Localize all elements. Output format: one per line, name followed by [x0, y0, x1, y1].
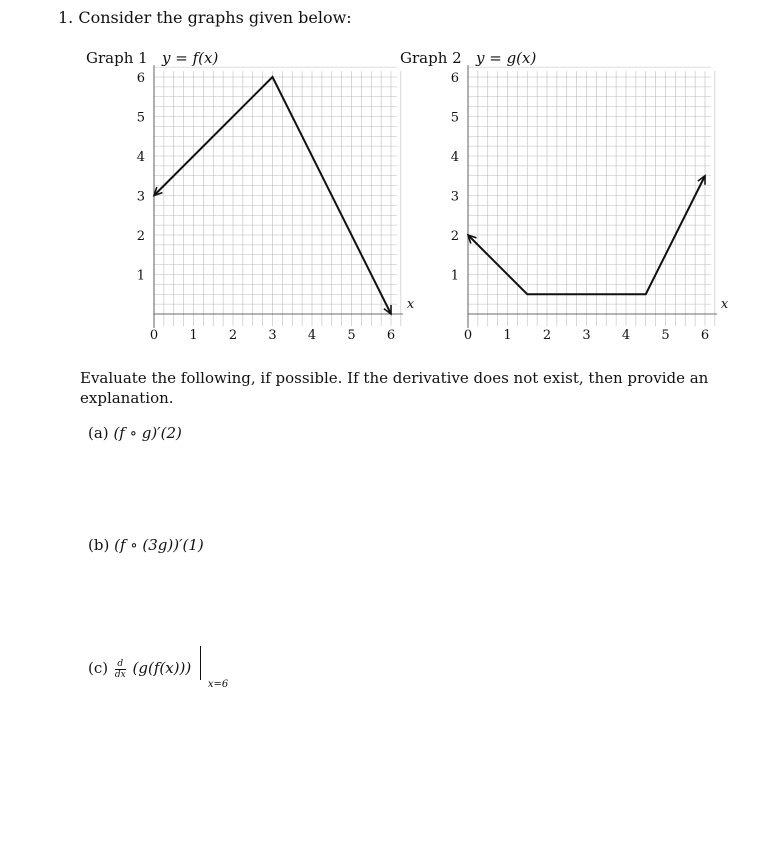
y-tick-label: 1 — [136, 268, 145, 284]
y-tick-label: 1 — [450, 268, 459, 284]
x-tick-label: 0 — [149, 328, 159, 343]
y-tick-label: 5 — [136, 110, 145, 126]
x-tick-label: 2 — [542, 328, 552, 343]
x-tick-label: 6 — [386, 328, 396, 343]
problem-number: 1. — [58, 8, 74, 27]
x-tick-label: 0 — [463, 328, 473, 343]
y-tick-label: 2 — [136, 229, 145, 244]
part-a-expression: (f ∘ g)′(2) — [113, 424, 182, 442]
y-tick-label: 4 — [450, 150, 459, 165]
part-a-label: (a) — [88, 424, 109, 442]
y-tick-label: 2 — [450, 229, 459, 244]
graph-1-name: Graph 1 — [86, 49, 148, 67]
part-a — [88, 424, 182, 442]
problem-heading — [58, 8, 352, 27]
part-b — [88, 536, 204, 554]
x-tick-label: 5 — [347, 328, 356, 343]
graph-1-function-label: y = f(x) — [162, 49, 219, 67]
x-tick-label: 3 — [582, 328, 591, 343]
graph-2-name: Graph 2 — [400, 49, 462, 67]
graph-1-plot — [130, 64, 415, 344]
x-tick-label: 5 — [661, 328, 670, 343]
x-tick-label: 1 — [503, 328, 512, 343]
y-tick-label: 5 — [450, 110, 459, 126]
y-tick-label: 3 — [136, 189, 145, 205]
graph-2-plot — [444, 64, 729, 344]
instructions-text: Evaluate the following, if possible. If the derivative does not exist, then provide an explanation. — [80, 369, 709, 407]
x-tick-label: 1 — [189, 328, 198, 343]
evaluation-point: x=6 — [207, 679, 229, 690]
y-tick-label: 4 — [136, 150, 145, 165]
derivative-operator: $\frac{d}{dx}$ — [114, 658, 126, 680]
x-tick-label: 4 — [621, 328, 631, 343]
y-tick-label: 6 — [136, 71, 145, 86]
evaluation-bar — [200, 646, 201, 680]
part-c-label: (c) — [88, 659, 109, 677]
part-c-expression: (g(f(x))) — [132, 659, 192, 677]
x-tick-label: 4 — [307, 328, 317, 343]
x-tick-label: 6 — [700, 328, 710, 343]
y-tick-label: 3 — [450, 189, 459, 205]
x-tick-label: 3 — [268, 328, 277, 343]
x-tick-label: 2 — [228, 328, 238, 343]
x-axis-label: x — [406, 297, 415, 312]
problem-prompt: Consider the graphs given below: — [78, 8, 352, 27]
x-axis-label: x — [720, 297, 729, 312]
part-b-expression: (f ∘ (3g))′(1) — [114, 536, 204, 554]
part-c — [88, 652, 229, 690]
part-b-label: (b) — [88, 536, 110, 554]
graph-2-function-label: y = g(x) — [476, 49, 537, 67]
y-tick-label: 6 — [450, 71, 459, 86]
